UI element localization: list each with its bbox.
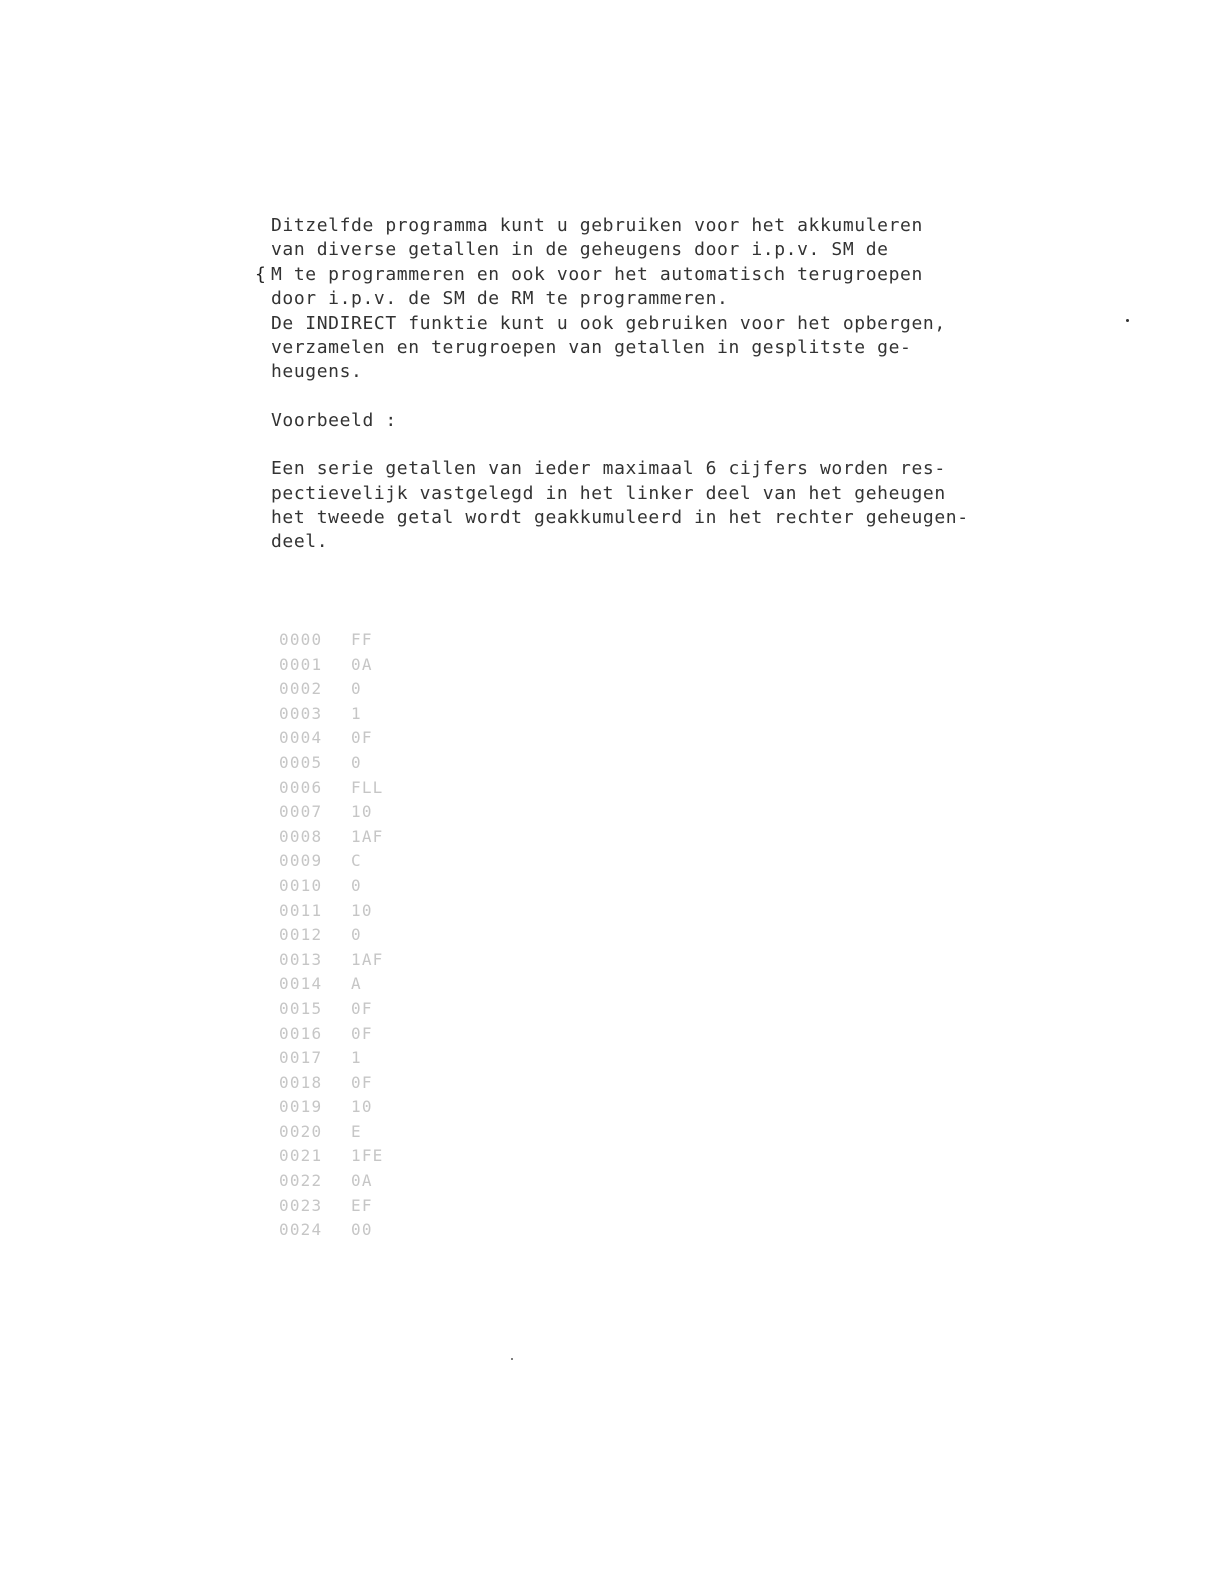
- listing-row: [279, 1022, 419, 1047]
- step-code: 0F: [351, 998, 373, 1018]
- step-code: 1AF: [351, 949, 384, 969]
- listing-row: [279, 1169, 419, 1194]
- stray-dot: [1126, 319, 1129, 322]
- program-listing: [279, 628, 419, 1243]
- paragraph-example: [271, 457, 1031, 555]
- step-address: 0019: [279, 1097, 323, 1117]
- listing-row: [279, 628, 419, 653]
- step-code: 0: [351, 679, 362, 699]
- step-address: 0010: [279, 875, 323, 895]
- text-line-content: M te programmeren en ook voor het automatisch terugroepen: [271, 263, 923, 285]
- margin-mark: {: [255, 263, 267, 285]
- text-line: heugens.: [271, 361, 363, 383]
- text-line: pectievelijk vastgelegd in het linker deel van het geheugen: [271, 482, 946, 504]
- listing-row: [279, 1194, 419, 1219]
- listing-row: [279, 948, 419, 973]
- listing-row: [279, 1218, 419, 1243]
- listing-row: [279, 726, 419, 751]
- listing-row: [279, 751, 419, 776]
- step-code: 1: [351, 703, 362, 723]
- listing-row: [279, 1144, 419, 1169]
- step-address: 0018: [279, 1072, 323, 1092]
- listing-row: [279, 1071, 419, 1096]
- step-code: A: [351, 974, 362, 994]
- listing-row: [279, 825, 419, 850]
- step-address: 0011: [279, 900, 323, 920]
- step-code: FF: [351, 630, 373, 649]
- text-line: deel.: [271, 531, 329, 553]
- listing-row: [279, 899, 419, 924]
- text-line: verzamelen en terugroepen van getallen in gesplitste ge-: [271, 337, 912, 359]
- listing-row: [279, 1095, 419, 1120]
- step-code: FLL: [351, 777, 384, 797]
- step-code: 0: [351, 925, 362, 945]
- listing-row: [279, 972, 419, 997]
- step-address: 0002: [279, 679, 323, 699]
- spacer: [271, 385, 1031, 409]
- step-code: 00: [351, 1220, 373, 1240]
- step-address: 0000: [279, 630, 323, 649]
- step-address: 0009: [279, 851, 323, 871]
- step-code: 1: [351, 1048, 362, 1068]
- listing-row: [279, 849, 419, 874]
- step-code: EF: [351, 1195, 373, 1215]
- listing-row: [279, 997, 419, 1022]
- step-address: 0017: [279, 1048, 323, 1068]
- step-code: 1FE: [351, 1146, 384, 1166]
- text-line: De INDIRECT funktie kunt u ook gebruiken voor het opbergen,: [271, 312, 946, 334]
- step-address: 0022: [279, 1171, 323, 1191]
- step-code: 10: [351, 802, 373, 822]
- step-address: 0007: [279, 802, 323, 822]
- step-code: 0F: [351, 728, 373, 748]
- step-code: 0A: [351, 654, 373, 674]
- step-code: 0F: [351, 1072, 373, 1092]
- step-code: 10: [351, 1097, 373, 1117]
- step-address: 0014: [279, 974, 323, 994]
- spacer: [271, 433, 1031, 457]
- step-address: 0003: [279, 703, 323, 723]
- step-code: 10: [351, 900, 373, 920]
- step-address: 0021: [279, 1146, 323, 1166]
- step-code: C: [351, 851, 362, 871]
- step-address: 0024: [279, 1220, 323, 1240]
- stray-dot: [511, 1358, 513, 1360]
- step-address: 0012: [279, 925, 323, 945]
- step-address: 0016: [279, 1023, 323, 1043]
- step-address: 0008: [279, 826, 323, 846]
- listing-row: [279, 702, 419, 727]
- text-line: het tweede getal wordt geakkumuleerd in het rechter geheugen-: [271, 507, 969, 529]
- text-line: [255, 263, 1031, 287]
- listing-row: [279, 800, 419, 825]
- step-address: 0023: [279, 1195, 323, 1215]
- listing-row: [279, 923, 419, 948]
- step-address: 0005: [279, 752, 323, 772]
- step-code: 0A: [351, 1171, 373, 1191]
- step-code: 0: [351, 752, 362, 772]
- example-label: Voorbeeld :: [271, 409, 397, 431]
- listing-row: [279, 874, 419, 899]
- listing-row: [279, 1046, 419, 1071]
- step-code: E: [351, 1121, 362, 1141]
- step-address: 0001: [279, 654, 323, 674]
- step-address: 0015: [279, 998, 323, 1018]
- text-line: door i.p.v. de SM de RM te programmeren.: [271, 288, 729, 310]
- paragraph-intro: [255, 214, 1031, 385]
- listing-row: [279, 1120, 419, 1145]
- text-line: Ditzelfde programma kunt u gebruiken voor het akkumuleren: [271, 215, 923, 236]
- step-code: 0F: [351, 1023, 373, 1043]
- step-code: 1AF: [351, 826, 384, 846]
- step-address: 0004: [279, 728, 323, 748]
- listing-row: [279, 677, 419, 702]
- listing-row: [279, 653, 419, 678]
- step-address: 0006: [279, 777, 323, 797]
- step-address: 0020: [279, 1121, 323, 1141]
- text-line: van diverse getallen in de geheugens door i.p.v. SM de: [271, 239, 889, 261]
- step-address: 0013: [279, 949, 323, 969]
- listing-row: [279, 776, 419, 801]
- step-code: 0: [351, 875, 362, 895]
- text-line: Een serie getallen van ieder maximaal 6 cijfers worden res-: [271, 458, 946, 480]
- body-text: [255, 214, 1031, 555]
